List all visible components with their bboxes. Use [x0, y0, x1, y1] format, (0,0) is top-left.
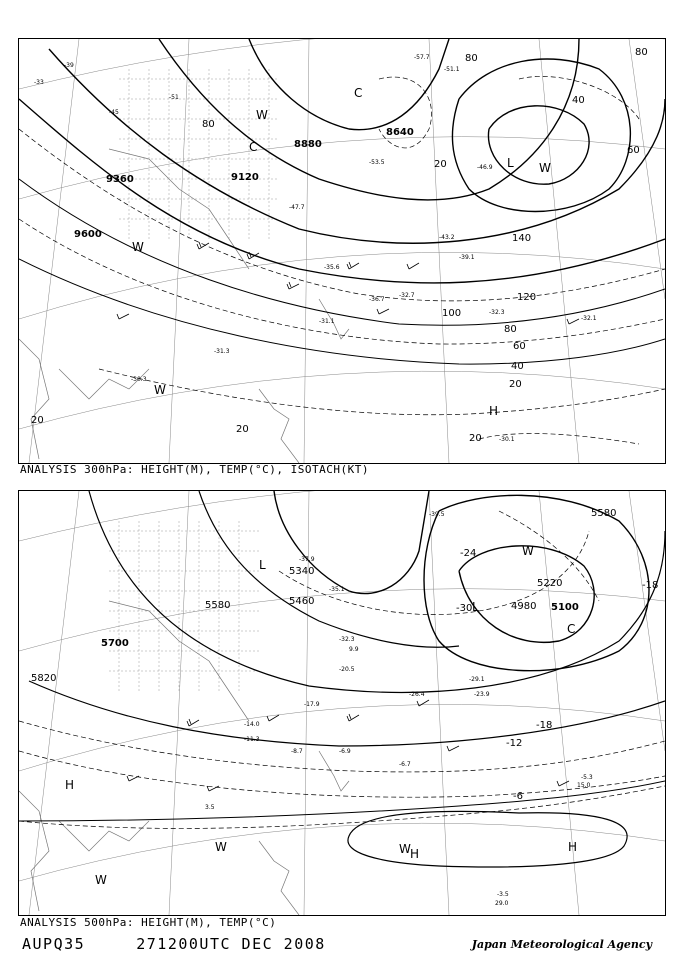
temp-label-minus24: -24: [460, 548, 477, 559]
product-code: AUPQ35: [22, 935, 86, 953]
svg-text:-39: -39: [64, 62, 74, 69]
svg-text:-51.1: -51.1: [444, 66, 460, 73]
lower-chart-caption: ANALYSIS 500hPa: HEIGHT(M), TEMP(°C): [20, 916, 277, 929]
height-label-5820: 5820: [31, 673, 57, 684]
high-pressure-center: H: [489, 404, 499, 418]
upper-height-contours: [19, 39, 665, 364]
height-label-5340: 5340: [289, 566, 315, 577]
svg-text:-45: -45: [109, 109, 119, 116]
lower-chart-map: [19, 491, 665, 915]
isotach-label-140: 140: [512, 233, 532, 244]
high-pressure-outline: [348, 811, 627, 867]
height-label-5580: 5580: [205, 600, 231, 611]
isotach-label-40b: 40: [572, 95, 585, 106]
upper-chart-300hpa: [18, 38, 666, 464]
height-label-5700: 5700: [101, 638, 129, 649]
upper-isotach-contours: [19, 76, 665, 444]
warm-center: W: [399, 842, 411, 856]
cold-center: C: [249, 140, 258, 154]
height-label-8880: 8880: [294, 139, 322, 150]
lower-height-contours: [19, 491, 665, 821]
isotach-label-120: 120: [517, 292, 537, 303]
height-label-9360: 9360: [106, 174, 134, 185]
svg-text:-30.3: -30.3: [131, 376, 147, 383]
temp-label-minus18b: -18: [642, 580, 659, 591]
svg-text:-14.0: -14.0: [244, 721, 260, 728]
height-label-4980: 4980: [511, 601, 537, 612]
isotach-label-80: 80: [504, 324, 517, 335]
svg-text:-26.4: -26.4: [409, 691, 425, 698]
warm-center: W: [154, 383, 166, 397]
svg-text:-29.1: -29.1: [469, 676, 485, 683]
warm-center: W: [522, 544, 534, 558]
svg-text:9.9: 9.9: [349, 646, 359, 653]
upper-graticule: [19, 39, 665, 463]
high-pressure-center: H: [568, 840, 578, 854]
svg-text:-20.5: -20.5: [339, 666, 355, 673]
svg-text:-31.1: -31.1: [319, 318, 335, 325]
high-pressure-center: H: [410, 847, 420, 861]
cold-center: C: [354, 86, 363, 100]
isotach-label-100: 100: [442, 308, 462, 319]
valid-time: 271200UTC DEC 2008: [136, 935, 326, 953]
isotach-label-20c: 20: [434, 159, 447, 170]
agency-credit: Japan Meteorological Agency: [471, 938, 652, 951]
upper-chart-caption: ANALYSIS 300hPa: HEIGHT(M), TEMP(°C), ISOTACH(KT): [20, 463, 370, 476]
svg-text:-47.7: -47.7: [289, 204, 305, 211]
svg-text:-31.3: -31.3: [214, 348, 230, 355]
svg-text:-43.2: -43.2: [439, 234, 455, 241]
high-pressure-center: H: [65, 778, 75, 792]
cold-center: C: [567, 622, 576, 636]
svg-text:-3.5: -3.5: [497, 891, 509, 898]
isotach-label-20d: 20: [236, 424, 249, 435]
height-label-8640: 8640: [386, 127, 414, 138]
svg-text:-35.1: -35.1: [329, 586, 345, 593]
temp-label-minus18: -18: [536, 720, 553, 731]
svg-text:-6.9: -6.9: [339, 748, 351, 755]
height-label-5580b: 5580: [591, 508, 617, 519]
isotach-label-40: 40: [511, 361, 524, 372]
upper-chart-map: [19, 39, 665, 463]
height-label-9120: 9120: [231, 172, 259, 183]
svg-text:-17.9: -17.9: [304, 701, 320, 708]
svg-text:-37.9: -37.9: [299, 556, 315, 563]
svg-text:15.0: 15.0: [577, 782, 591, 789]
warm-center: W: [132, 240, 144, 254]
temp-label-minus12: -12: [506, 738, 523, 749]
upper-station-grid: [119, 69, 279, 239]
svg-text:-11.3: -11.3: [244, 736, 260, 743]
svg-text:-5.3: -5.3: [581, 774, 593, 781]
svg-text:-39.5: -39.5: [429, 511, 445, 518]
svg-text:-23.9: -23.9: [474, 691, 490, 698]
warm-center: W: [215, 840, 227, 854]
svg-text:29.0: 29.0: [495, 900, 509, 907]
svg-text:-35.6: -35.6: [324, 264, 340, 271]
warm-center: W: [256, 108, 268, 122]
svg-text:-32.3: -32.3: [489, 309, 505, 316]
svg-text:-33: -33: [34, 79, 44, 86]
svg-text:-57.7: -57.7: [414, 54, 430, 61]
temp-label-minus6: -6: [513, 791, 523, 802]
isotach-label-80b: 80: [202, 119, 215, 130]
svg-text:-46.9: -46.9: [477, 164, 493, 171]
height-label-5220: 5220: [537, 578, 563, 589]
temp-label-minus30: -30: [456, 603, 473, 614]
svg-text:-30.1: -30.1: [499, 436, 515, 443]
isotach-label-60b: 60: [627, 145, 640, 156]
upper-wind-barbs: [117, 242, 579, 324]
height-label-5100: 5100: [551, 602, 579, 613]
isotach-label-60: 60: [513, 341, 526, 352]
height-label-9600: 9600: [74, 229, 102, 240]
warm-center: W: [539, 161, 551, 175]
height-label-5460: 5460: [289, 596, 315, 607]
svg-text:3.5: 3.5: [205, 804, 215, 811]
isotach-label-20: 20: [31, 415, 44, 426]
svg-text:-32.3: -32.3: [339, 636, 355, 643]
svg-text:-36.7: -36.7: [369, 296, 385, 303]
low-pressure-center: L: [507, 156, 514, 170]
isotach-label-20e: 20: [469, 433, 482, 444]
svg-text:-53.5: -53.5: [369, 159, 385, 166]
isotach-label-20b: 20: [509, 379, 522, 390]
chart-identifier: [22, 935, 326, 953]
svg-text:-32.1: -32.1: [581, 315, 597, 322]
warm-center: W: [95, 873, 107, 887]
svg-text:-32.7: -32.7: [399, 292, 415, 299]
lower-chart-500hpa: [18, 490, 666, 916]
svg-text:-8.7: -8.7: [291, 748, 303, 755]
isotach-label-80d: 80: [635, 47, 648, 58]
svg-text:-51: -51: [169, 94, 179, 101]
low-pressure-center: L: [472, 600, 479, 614]
svg-text:-6.7: -6.7: [399, 761, 411, 768]
low-pressure-center: L: [259, 558, 266, 572]
isotach-label-80c: 80: [465, 53, 478, 64]
lower-station-grid: [109, 521, 259, 691]
svg-text:-39.1: -39.1: [459, 254, 475, 261]
